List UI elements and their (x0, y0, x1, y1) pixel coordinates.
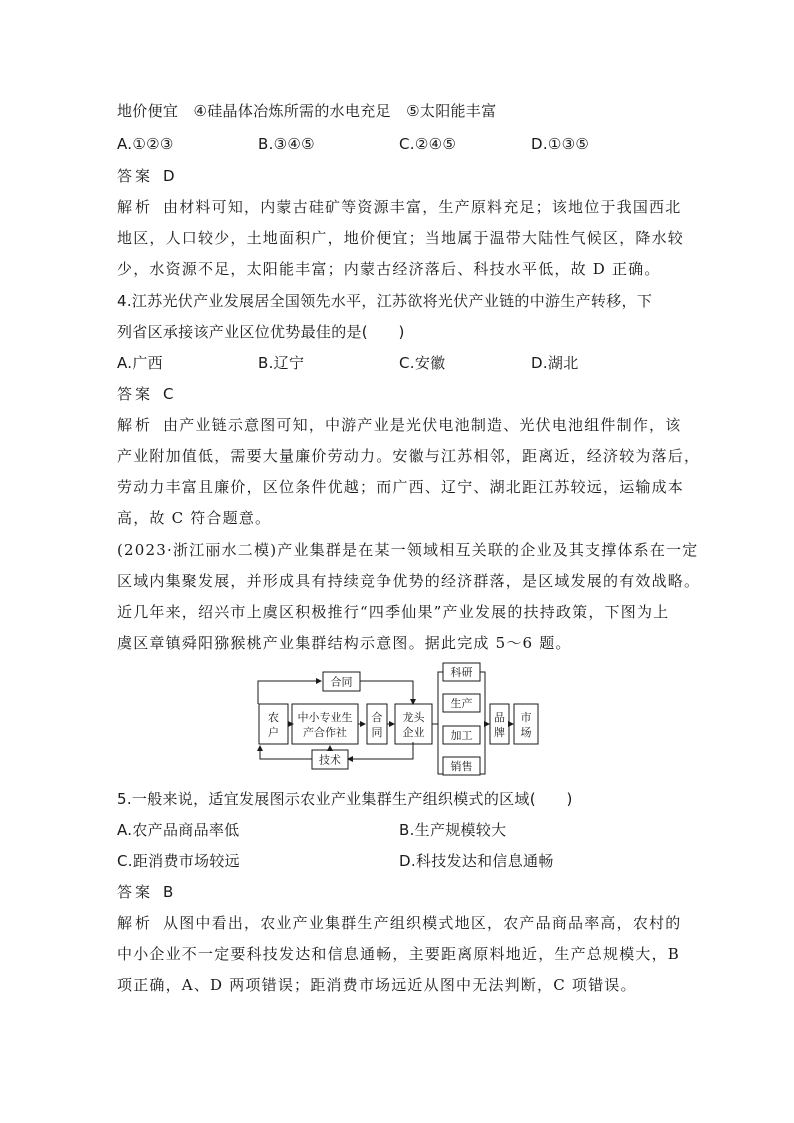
analysis-label: 解析 (117, 416, 154, 434)
coop-label: 产合作社 (303, 726, 347, 739)
analysis-label: 解析 (117, 198, 154, 216)
stage-label: 销售 (450, 760, 473, 773)
q3-analysis-line: 少，水资源不足，太阳能丰富；内蒙古经济落后、科技水平低，故 D 正确。 (117, 260, 661, 278)
stage-label: 加工 (450, 729, 473, 742)
q5-option-b: B.生产规模较大 (399, 821, 507, 839)
q5-option-d: D.科技发达和信息通畅 (399, 852, 554, 870)
farmer-label: 户 (268, 726, 279, 739)
analysis-text: 从图中看出，农业产业集群生产组织模式地区，农产品商品率高，农村的 (163, 914, 682, 932)
contract-top-label: 合同 (330, 675, 353, 689)
q3-option-c: C.②④⑤ (399, 135, 457, 153)
stage-label: 科研 (450, 666, 473, 679)
stages-bracket-right (480, 672, 485, 774)
q4-answer-row (117, 384, 174, 404)
q4-analysis-line: 劳动力丰富且廉价，区位条件优越；而广西、辽宁、湖北距江苏较远，运输成本 (117, 478, 685, 496)
arrow-contract-to-leader (360, 681, 413, 704)
q5-answer-row (117, 882, 174, 902)
farmer-label: 农 (268, 711, 279, 724)
material-line: 虞区章镇舜阳猕猴桃产业集群结构示意图。据此完成 5～6 题。 (117, 634, 572, 652)
q5-analysis-line (117, 913, 681, 933)
material-line: 区域内集聚发展，并形成具有持续竞争优势的经济群落，是区域发展的有效战略。 (117, 572, 701, 590)
analysis-text: 由产业链示意图可知，中游产业是光伏电池制造、光伏电池组件制作，该 (163, 416, 682, 434)
arrow-leader-to-tech (348, 742, 413, 759)
answer-value: D (163, 167, 175, 185)
coop-label: 中小专业生 (297, 711, 353, 724)
q3-option-a: A.①②③ (117, 135, 174, 153)
answer-value: B (163, 883, 174, 901)
q4-analysis-line: 高，故 C 符合题意。 (117, 509, 272, 527)
q3-analysis-line (117, 197, 681, 217)
answer-label: 答案 (117, 883, 154, 901)
q3-analysis-line: 地区，人口较少，土地面积广，地价便宜；当地属于温带大陆性气候区，降水较 (117, 229, 685, 247)
q4-option-b: B.辽宁 (258, 354, 305, 372)
answer-value: C (163, 385, 174, 403)
arrow-tech-to-farmer (260, 746, 312, 759)
material-line: 近几年来，绍兴市上虞区积极推行“四季仙果”产业发展的扶持政策，下图为上 (117, 603, 670, 621)
contract-mid-label: 同 (371, 726, 383, 739)
q3-answer-row (117, 166, 175, 186)
q4-stem-line: 4.江苏光伏产业发展居全国领先水平，江苏欲将光伏产业链的中游生产转移，下 (117, 292, 653, 310)
answer-label: 答案 (117, 167, 154, 185)
leader-label: 龙头 (402, 711, 425, 724)
answer-label: 答案 (117, 385, 154, 403)
brand-label: 品 (494, 711, 505, 724)
contract-mid-label: 合 (371, 711, 383, 724)
tech-label: 技术 (319, 753, 341, 767)
q5-option-c: C.距消费市场较远 (117, 852, 240, 870)
q4-analysis-line: 产业附加值低，需要大量廉价劳动力。安徽与江苏相邻，距离近，经济较为落后， (117, 447, 701, 465)
stages-bracket-left (438, 672, 443, 774)
analysis-label: 解析 (117, 914, 154, 932)
q3-option-line: 地价便宜 ④硅晶体冶炼所需的水电充足 ⑤太阳能丰富 (117, 102, 497, 120)
q4-option-c: C.安徽 (399, 354, 446, 372)
market-label: 场 (520, 726, 532, 739)
arrow-farmer-to-contract (258, 681, 321, 704)
q3-option-d: D.①③⑤ (531, 135, 590, 153)
stage-label: 生产 (450, 697, 473, 710)
leader-label: 企业 (402, 726, 425, 739)
q5-stem: 5.一般来说，适宜发展图示农业产业集群生产组织模式的区域( ) (117, 790, 573, 808)
q4-analysis-line (117, 415, 681, 435)
q5-analysis-line: 中小企业不一定要科技发达和信息通畅，主要距离原料地近，生产总规模大，B (117, 945, 681, 963)
industry-cluster-diagram (250, 660, 550, 780)
analysis-text: 由材料可知，内蒙古硅矿等资源丰富，生产原料充足；该地位于我国西北 (163, 198, 682, 216)
brand-label: 牌 (494, 726, 505, 739)
market-label: 市 (520, 711, 532, 724)
q5-analysis-line: 项正确，A、D 两项错误；距消费市场远近从图中无法判断，C 项错误。 (117, 976, 637, 994)
q4-stem-line: 列省区承接该产业区位优势最佳的是( ) (117, 323, 405, 341)
q5-option-a: A.农产品商品率低 (117, 821, 240, 839)
material-line: (2023·浙江丽水二模)产业集群是在某一领域相互关联的企业及其支撑体系在一定 (117, 541, 699, 559)
q4-option-d: D.湖北 (531, 354, 579, 372)
q4-option-a: A.广西 (117, 354, 163, 372)
q3-option-b: B.③④⑤ (258, 135, 315, 153)
